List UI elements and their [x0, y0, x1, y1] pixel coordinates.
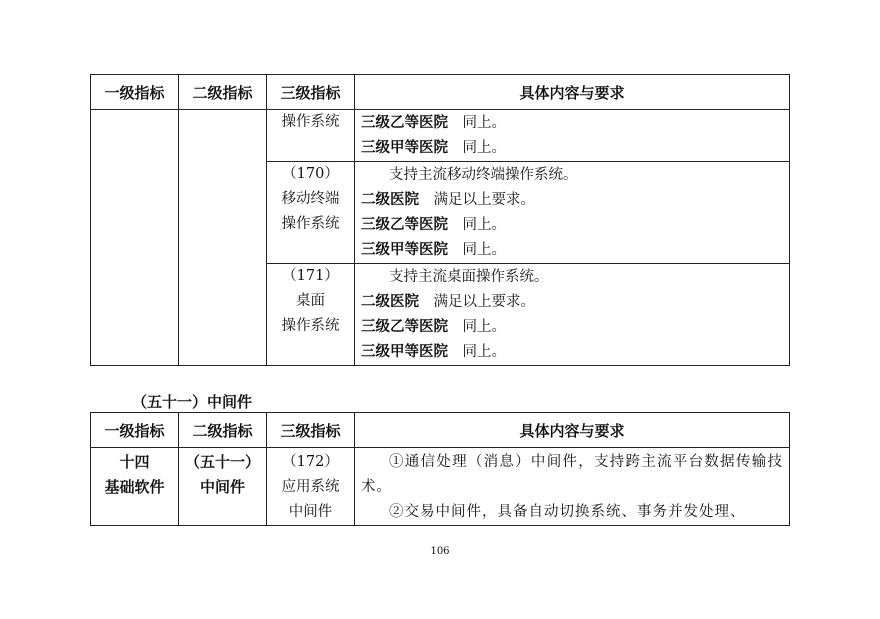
header-level2: 二级指标	[179, 413, 267, 448]
level3-line: 操作系统	[281, 114, 340, 130]
level2-line: 中间件	[199, 478, 245, 496]
level3-cell	[267, 264, 355, 366]
content-intro: 支持主流桌面操作系统。	[389, 269, 549, 285]
content-line: 三级乙等医院 同上。	[361, 319, 506, 335]
level3-line: 操作系统	[281, 318, 340, 334]
table-header-row	[91, 75, 790, 110]
level3-line: 中间件	[288, 504, 333, 520]
level3-line: 桌面	[296, 293, 325, 309]
header-level1: 一级指标	[91, 75, 179, 110]
content-line: 三级乙等医院 同上。	[361, 217, 506, 233]
content-intro: 支持主流移动终端操作系统。	[389, 167, 578, 183]
level3-line: 移动终端	[281, 191, 340, 207]
header-level3: 三级指标	[267, 75, 355, 110]
level1-cell	[91, 110, 179, 366]
table-row	[91, 448, 790, 526]
level3-line: （171）	[282, 268, 339, 284]
header-content: 具体内容与要求	[355, 413, 790, 448]
table-header-row	[91, 413, 790, 448]
level3-line: 操作系统	[281, 216, 340, 232]
content-line: 三级甲等医院 同上。	[361, 242, 506, 258]
content-cell	[355, 448, 790, 526]
header-level3: 三级指标	[267, 413, 355, 448]
content-line: 三级甲等医院 同上。	[361, 344, 506, 360]
table-row	[91, 110, 790, 162]
level3-line: （172）	[282, 454, 339, 470]
level2-cell	[179, 448, 267, 526]
content-line: 三级乙等医院 同上。	[361, 115, 506, 131]
level2-cell	[179, 110, 267, 366]
level1-cell	[91, 448, 179, 526]
level1-line: 基础软件	[104, 478, 165, 496]
header-level1: 一级指标	[91, 413, 179, 448]
level3-line: （170）	[282, 166, 339, 182]
level3-cell	[267, 448, 355, 526]
content-line: 三级甲等医院 同上。	[361, 140, 506, 156]
content-line: 二级医院 满足以上要求。	[361, 192, 535, 208]
section-title: （五十一）中间件	[132, 393, 253, 411]
level3-cell	[267, 162, 355, 264]
header-content: 具体内容与要求	[355, 75, 790, 110]
header-level2: 二级指标	[179, 75, 267, 110]
level3-line: 应用系统	[281, 479, 340, 495]
content-line: 二级医院 满足以上要求。	[361, 294, 535, 310]
content-cell	[355, 110, 790, 162]
indicator-table-os	[90, 74, 790, 366]
page-number: 106	[430, 546, 450, 557]
content-item: ①通信处理（消息）中间件，支持跨主流平台数据传输技术。	[361, 454, 783, 495]
content-item: ②交易中间件，具备自动切换系统、事务并发处理、	[389, 504, 746, 520]
content-cell	[355, 162, 790, 264]
level3-cell	[267, 110, 355, 162]
level1-line: 十四	[119, 453, 150, 471]
indicator-table-middleware	[90, 412, 790, 526]
content-cell	[355, 264, 790, 366]
level2-line: （五十一）	[184, 453, 260, 471]
